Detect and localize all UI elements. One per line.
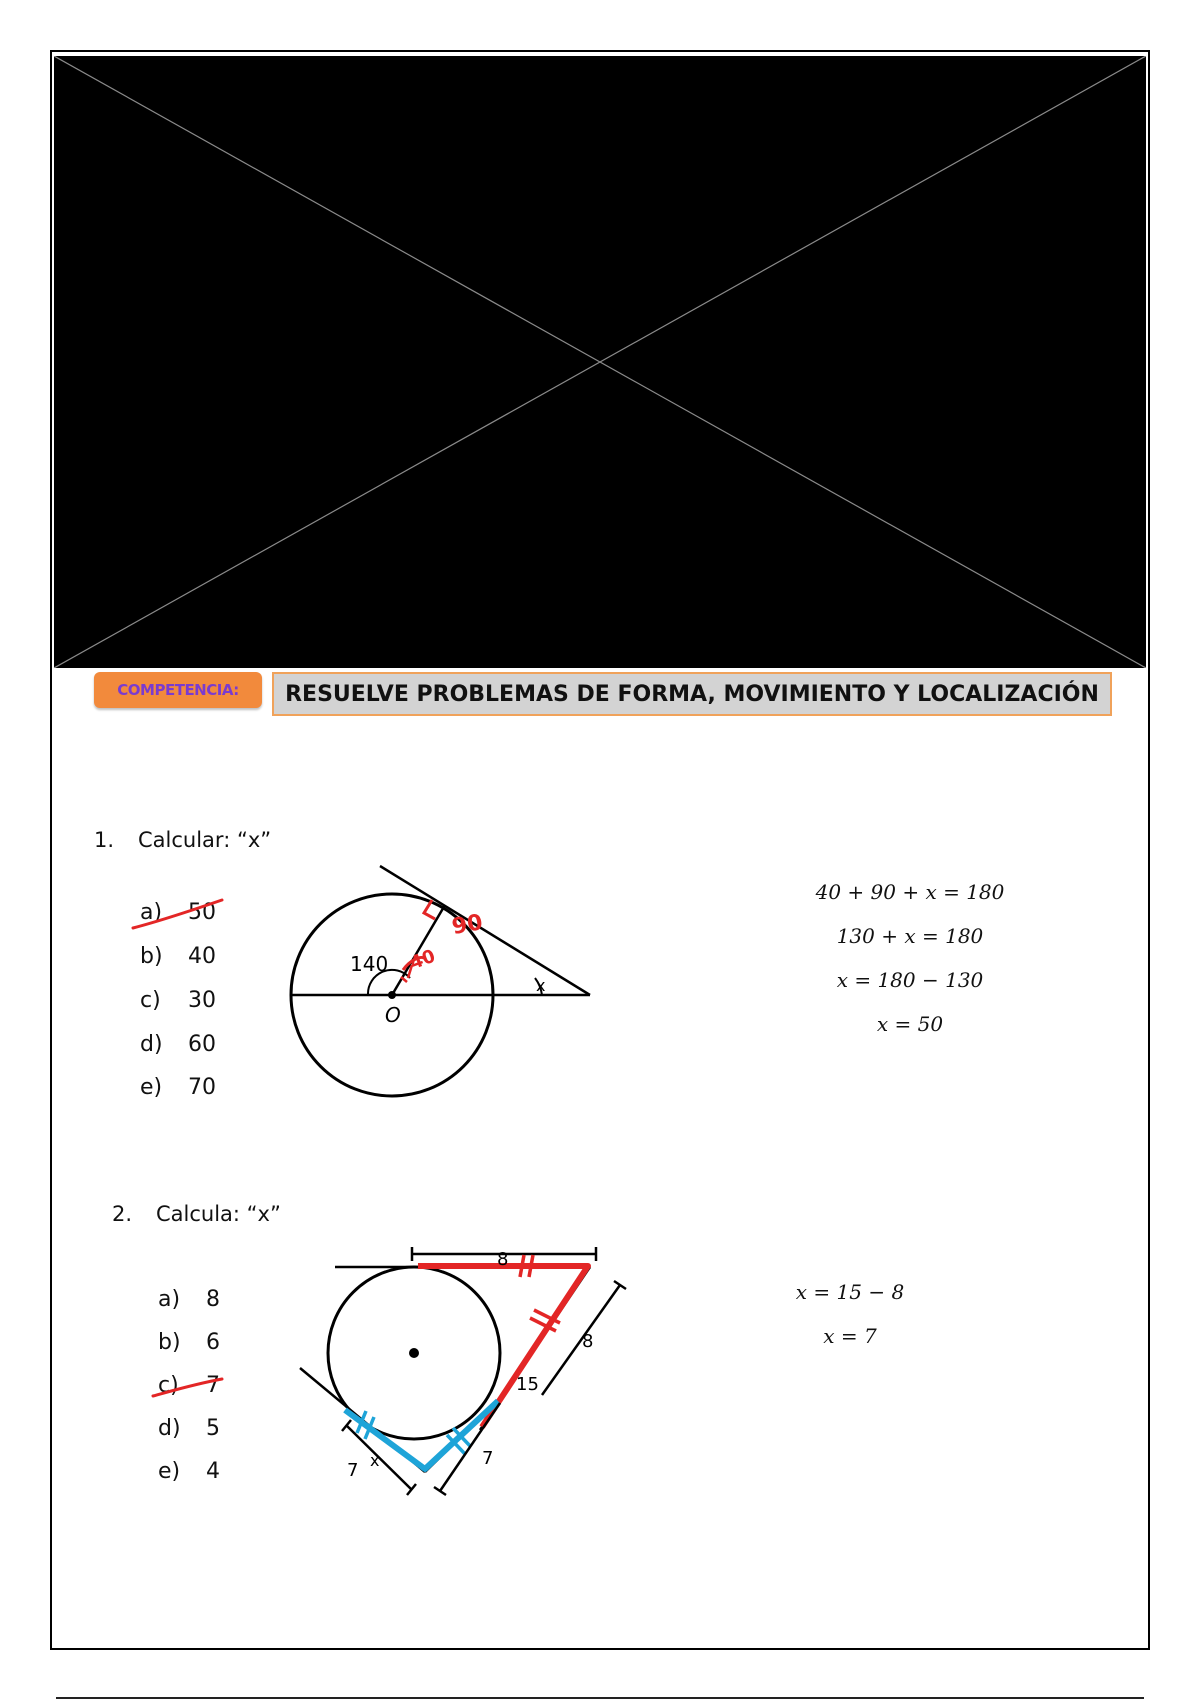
- option-b: b) 6: [158, 1330, 220, 1355]
- top-length-label: 8: [497, 1249, 509, 1270]
- question-prompt: Calcula: “x”: [156, 1202, 281, 1226]
- figure-q2-circle-tangents: [290, 1235, 640, 1505]
- question-1-heading: [94, 828, 271, 852]
- option-b: b) 40: [140, 944, 216, 969]
- option-e: e) 4: [158, 1459, 220, 1484]
- solution-q1-line-1: 40 + 90 + x = 180: [815, 880, 1005, 904]
- solution-q1-line-3: x = 180 − 130: [836, 968, 984, 992]
- annotation-40: 40: [407, 945, 439, 975]
- option-e: e) 70: [140, 1075, 216, 1100]
- question-number: 2.: [112, 1202, 133, 1226]
- angle-x-label: x: [536, 976, 546, 995]
- solution-q1-line-4: x = 50: [876, 1012, 944, 1036]
- solution-q2-line-1: x = 15 − 8: [795, 1280, 905, 1304]
- center-label: O: [385, 1003, 401, 1027]
- annotation-90: 90: [450, 910, 485, 941]
- option-a: a) 50: [140, 900, 216, 925]
- option-c: c) 30: [140, 988, 216, 1013]
- x-label: x: [370, 1451, 380, 1470]
- competencia-tag: COMPETENCIA:: [94, 672, 262, 708]
- total-length-label: 15: [516, 1374, 539, 1395]
- competencia-title: RESUELVE PROBLEMAS DE FORMA, MOVIMIENTO Y LOCALIZACIÓN: [272, 672, 1112, 716]
- strike-mark-q1: [130, 895, 230, 935]
- option-d: d) 60: [140, 1032, 216, 1057]
- solution-q2-line-2: x = 7: [823, 1324, 877, 1348]
- question-2-heading: [112, 1202, 281, 1226]
- option-a: a) 8: [158, 1287, 220, 1312]
- side-length-label: 8: [582, 1331, 594, 1352]
- option-c: c) 7: [158, 1373, 220, 1398]
- solution-q1-line-2: 130 + x = 180: [836, 924, 984, 948]
- lower-length-label: 7: [482, 1448, 494, 1469]
- image-placeholder: [54, 56, 1146, 668]
- option-d: d) 5: [158, 1416, 220, 1441]
- question-number: 1.: [94, 828, 115, 852]
- central-angle-label: 140: [350, 952, 389, 976]
- question-prompt: Calcular: “x”: [138, 828, 272, 852]
- bottom-rule: [56, 1697, 1144, 1699]
- figure-q1-circle-tangent: [280, 860, 600, 1110]
- left-length-label: 7: [347, 1460, 359, 1481]
- strike-mark-q2: [150, 1368, 230, 1408]
